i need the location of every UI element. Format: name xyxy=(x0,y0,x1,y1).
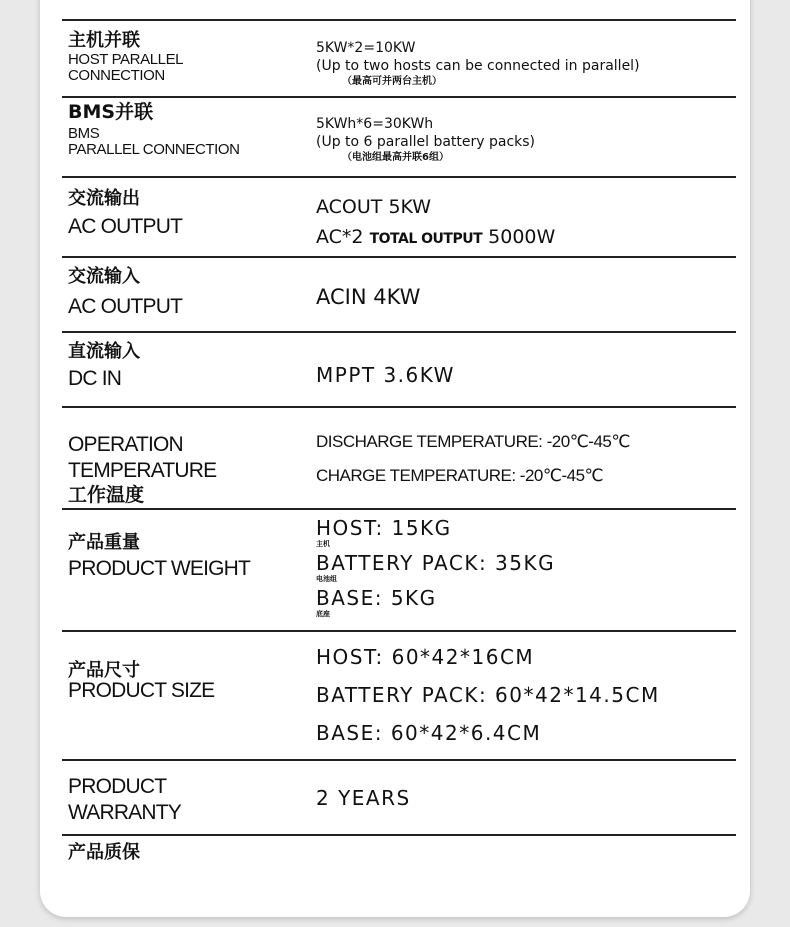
spec-value: AC*2 xyxy=(316,226,364,248)
spec-value: (Up to 6 parallel battery packs) xyxy=(316,134,536,150)
row-divider xyxy=(62,759,736,761)
row-divider xyxy=(62,508,736,510)
spec-value: 5KW*2=10KW xyxy=(316,40,416,56)
spec-note-zh: 主机 xyxy=(316,540,330,548)
spec-value: 5000W xyxy=(488,226,556,248)
spec-value: (Up to two hosts can be connected in parallel) xyxy=(316,58,640,74)
label-en: PRODUCT WEIGHT xyxy=(68,557,251,580)
label-zh: 交流输入 xyxy=(68,266,140,287)
label-en: PRODUCT xyxy=(68,775,167,798)
row-divider xyxy=(62,834,736,836)
spec-note-zh: 底座 xyxy=(316,610,330,618)
row-divider xyxy=(62,96,736,98)
label-zh: 产品尺寸 xyxy=(68,660,140,681)
label-en: AC OUTPUT xyxy=(68,295,183,318)
row-divider xyxy=(62,331,736,333)
label-zh: 工作温度 xyxy=(68,484,145,506)
spec-value: 2 YEARS xyxy=(316,786,411,810)
spec-value: DISCHARGE TEMPERATURE: -20℃-45℃ xyxy=(316,432,630,451)
label-en: HOST PARALLEL xyxy=(68,51,184,68)
row-divider xyxy=(62,19,736,21)
spec-value: BASE: 60*42*6.4CM xyxy=(316,721,542,745)
label-en: DC IN xyxy=(68,367,122,390)
spec-note-zh: （电池组最高并联6组） xyxy=(342,152,449,163)
label-en: PARALLEL CONNECTION xyxy=(68,141,240,158)
label-zh: 直流输入 xyxy=(68,341,140,362)
row-divider xyxy=(62,256,736,258)
spec-value: MPPT 3.6KW xyxy=(316,363,455,387)
spec-value: BATTERY PACK: 35KG xyxy=(316,551,556,575)
spec-value: ACOUT 5KW xyxy=(316,196,432,218)
spec-note-zh: （最高可并两台主机） xyxy=(342,76,442,87)
label-en: TEMPERATURE xyxy=(68,459,217,482)
spec-value: BASE: 5KG xyxy=(316,586,437,610)
spec-value: 5KWh*6=30KWh xyxy=(316,116,434,132)
row-divider xyxy=(62,406,736,408)
spec-value: HOST: 15KG xyxy=(316,516,452,540)
spec-value: HOST: 60*42*16CM xyxy=(316,645,535,669)
label-zh: BMS并联 xyxy=(68,101,154,123)
label-zh: 产品质保 xyxy=(68,842,140,863)
label-en: OPERATION xyxy=(68,433,183,456)
spec-value-line xyxy=(316,222,555,254)
label-en: WARRANTY xyxy=(68,801,181,824)
label-zh: 交流输出 xyxy=(68,188,140,209)
label-zh: 主机并联 xyxy=(68,30,140,51)
row-divider xyxy=(62,176,736,178)
label-en: BMS xyxy=(68,125,100,142)
spec-value: BATTERY PACK: 60*42*14.5CM xyxy=(316,683,660,707)
label-zh: 产品重量 xyxy=(68,532,140,553)
label-en: PRODUCT SIZE xyxy=(68,679,215,702)
label-en: CONNECTION xyxy=(68,67,165,84)
spec-note-zh: 电池组 xyxy=(316,575,337,583)
spec-value: TOTAL OUTPUT xyxy=(369,231,483,247)
row-divider xyxy=(62,630,736,632)
spec-value: CHARGE TEMPERATURE: -20℃-45℃ xyxy=(316,466,604,485)
label-en: AC OUTPUT xyxy=(68,215,183,238)
spec-value: ACIN 4KW xyxy=(316,285,421,309)
